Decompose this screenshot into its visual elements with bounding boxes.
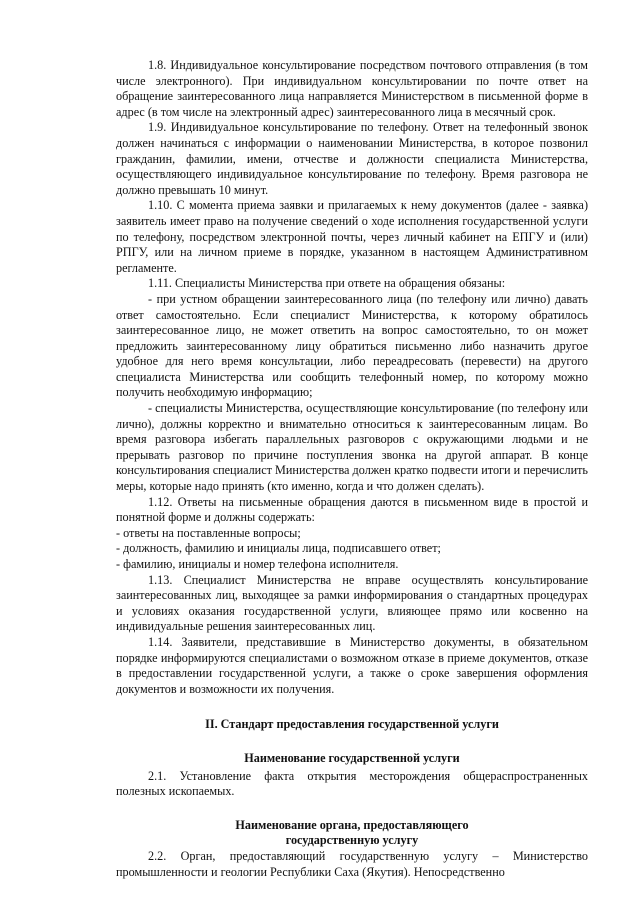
list-item-consulting-specialists: - специалисты Министерства, осуществляющие консультирование (по телефону или лично), должны корректно и внимательно относиться к заинтересованным лицам. Во время разговора избегать параллельных разговоров с окружающими людьми и не прерывать разговор по причине поступления звонка на другой аппарат. В конце консультирования специалист Министерства должен кратко подвести итоги и перечислить меры, которые надо принять (кто именно, когда и что должен сделать). — [116, 401, 588, 494]
paragraph-1-9: 1.9. Индивидуальное консультирование по телефону. Ответ на телефонный звонок должен начинаться с информации о наименовании Министерства, в которое позвонил гражданин, фамилии, имени, отчестве и должности специалиста Министерства, осуществляющего индивидуальное консультирование по телефону. Время разговора не должно превышать 10 минут. — [116, 120, 588, 197]
paragraph-2-2: 2.2. Орган, предоставляющий государственную услугу – Министерство промышленности и геологии Республики Саха (Якутия). Непосредственно — [116, 848, 588, 879]
paragraph-1-13: 1.13. Специалист Министерства не вправе осуществлять консультирование заинтересованных лиц, выходящее за рамки информирования о стандартных процедурах и условиях оказания государственной услуги, влияющее прямо или косвенно на индивидуальные решения заинтересованных лиц. — [116, 572, 588, 634]
paragraph-2-1: 2.1. Установление факта открытия месторождения общераспространенных полезных ископаемых. — [116, 768, 588, 799]
list-item-answers: - ответы на поставленные вопросы; — [116, 525, 301, 540]
paragraph-1-10: 1.10. С момента приема заявки и прилагаемых к нему документов (далее - заявка) заявитель имеет право на получение сведений о ходе исполнения государственной услуги по телефону, посредством электронной почты, через личный кабинет на ЕПГУ и (или) РПГУ, или на личном приеме в порядке, указанном в настоящем Административном регламенте. — [116, 198, 588, 275]
paragraph-1-14: 1.14. Заявители, представившие в Министерство документы, в обязательном порядке информируются специалистами о возможном отказе в приеме документов, отказе в предоставлении государственной услуги, а также о сроке завершения оформления документов и возможности их получения. — [116, 634, 588, 696]
subheading-authority-line1: Наименование органа, предоставляющего — [235, 817, 469, 832]
list-item-executor: - фамилию, инициалы и номер телефона исполнителя. — [116, 557, 399, 571]
list-item-position: - должность, фамилию и инициалы лица, подписавшего ответ; — [116, 541, 441, 556]
subheading-service-name: Наименование государственной услуги — [244, 750, 460, 765]
paragraph-1-12: 1.12. Ответы на письменные обращения даются в письменном виде в простой и понятной форме и должны содержать: — [116, 494, 588, 525]
subheading-authority-line2: государственную услугу — [285, 833, 419, 848]
paragraph-1-8: 1.8. Индивидуальное консультирование посредством почтового отправления (в том числе электронного). При индивидуальном консультировании по почте ответ на обращение заинтересованного лица направляется Министерством в письменной форме в адрес (в том числе на электронный адрес) заинтересованного лица в месячный срок. — [116, 58, 588, 119]
list-item-oral-request: - при устном обращении заинтересованного лица (по телефону или лично) давать ответ самостоятельно. Если специалист Министерства, к которому обратилось заинтересованное лицо, не может ответить на вопрос самостоятельно, то он может предложить заинтересованному лицу обратиться письменно либо назначить другое удобное для него время консультации, либо переадресовать (перевести) на другого специалиста Министерства или сообщить телефонный номер, по которому можно получить необходимую информацию; — [116, 291, 588, 400]
section-heading: II. Стандарт предоставления государственной услуги — [205, 717, 499, 732]
paragraph-1-11: 1.11. Специалисты Министерства при ответе на обращения обязаны: — [148, 276, 506, 291]
